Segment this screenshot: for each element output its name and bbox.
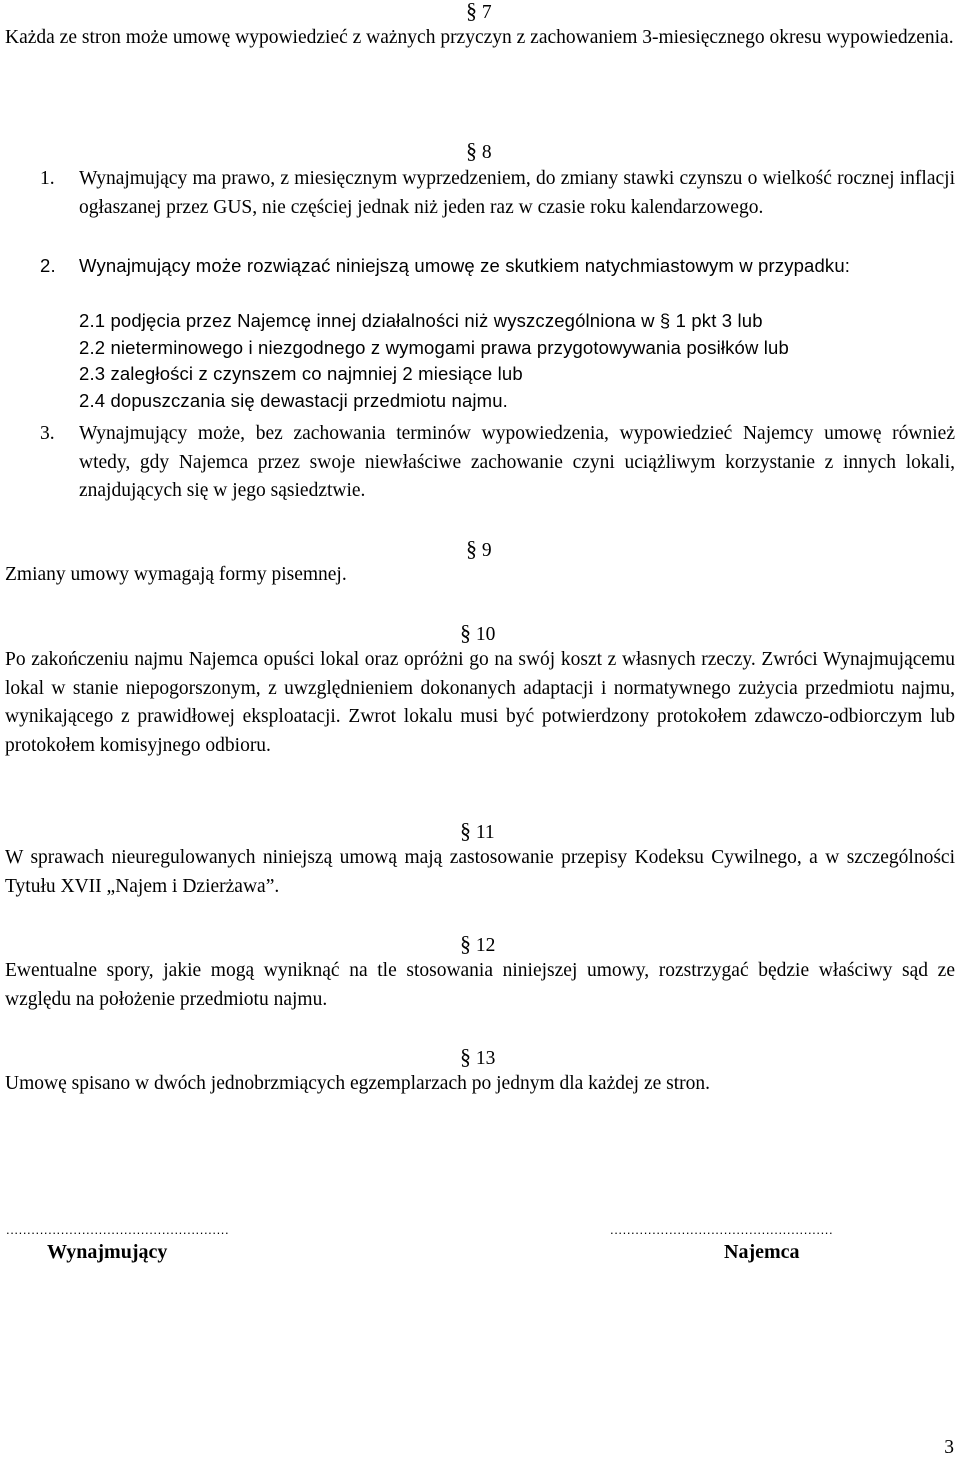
sublist-item: 2.3 zaległości z czynszem co najmniej 2 miesiące lub bbox=[79, 363, 523, 384]
sublist-item: 2.1 podjęcia przez Najemcę innej działalności niż wyszczególniona w § 1 pkt 3 lub bbox=[79, 310, 763, 331]
section-sign-icon: § bbox=[460, 620, 471, 645]
section-8-item-1-number: 1. bbox=[40, 168, 55, 189]
sublist-item: 2.2 nieterminowego i niezgodnego z wymogami prawa przygotowywania posiłków lub bbox=[79, 336, 789, 358]
section-10-heading: § 10 bbox=[460, 620, 496, 645]
signature-line-landlord: ..................................................... bbox=[6, 1222, 230, 1237]
section-7-text: Każda ze stron może umowę wypowiedzieć z ważnych przyczyn z zachowaniem 3-miesięcznego okresu wypowiedzenia. bbox=[5, 27, 954, 48]
signature-line-tenant: ..................................................... bbox=[610, 1222, 834, 1237]
section-sign-icon: § bbox=[466, 536, 477, 561]
section-8-item-2-text: Wynajmujący może rozwiązać niniejszą umowę ze skutkiem natychmiastowym w przypadku: bbox=[79, 255, 851, 276]
section-8-heading: § 8 bbox=[466, 138, 492, 163]
section-9-text: Zmiany umowy wymagają formy pisemnej. bbox=[5, 564, 347, 585]
section-8-item-2-sublist bbox=[79, 308, 955, 414]
signature-label-tenant: Najemca bbox=[724, 1241, 800, 1263]
section-12-heading: § 12 bbox=[460, 931, 496, 956]
page-number: 3 bbox=[944, 1437, 954, 1458]
section-7-heading: § 7 bbox=[466, 0, 492, 23]
section-8-item-1-text: Wynajmujący ma prawo, z miesięcznym wyprzedzeniem, do zmiany stawki czynszu o wielkość rocznej inflacji ogłaszanej przez GUS, nie częściej jednak niż jeden raz w czasie roku kalendarzowego. bbox=[79, 168, 955, 218]
section-sign-icon: § bbox=[460, 931, 471, 956]
section-sign-icon: § bbox=[460, 818, 471, 843]
section-13-text: Umowę spisano w dwóch jednobrzmiących egzemplarzach po jednym dla każdej ze stron. bbox=[5, 1073, 710, 1094]
section-13-heading: § 13 bbox=[460, 1044, 496, 1069]
section-11-text: W sprawach nieuregulowanych niniejszą umową mają zastosowanie przepisy Kodeksu Cywilnego, a w szczególności Tytułu XVII „Najem i Dzierżawa”. bbox=[5, 847, 955, 897]
signature-label-landlord: Wynajmujący bbox=[47, 1241, 168, 1263]
section-8-item-3-number: 3. bbox=[40, 423, 55, 444]
section-sign-icon: § bbox=[460, 1044, 471, 1069]
section-11-heading: § 11 bbox=[460, 818, 495, 843]
section-9-heading: § 9 bbox=[466, 536, 492, 561]
section-8-item-2-number: 2. bbox=[40, 255, 56, 276]
sublist-item: 2.4 dopuszczania się dewastacji przedmiotu najmu. bbox=[79, 389, 508, 411]
section-sign-icon: § bbox=[466, 138, 477, 163]
section-12-text: Ewentualne spory, jakie mogą wyniknąć na tle stosowania niniejszej umowy, rozstrzygać będzie właściwy sąd ze względu na położenie przedmiotu najmu. bbox=[5, 960, 955, 1010]
section-8-item-3-text: Wynajmujący może, bez zachowania terminów wypowiedzenia, wypowiedzieć Najemcy umowę również wtedy, gdy Najemca przez swoje niewłaściwe zachowanie czyni uciążliwym korzystanie z innych lokali, znajdujących się w jego sąsiedztwie. bbox=[79, 423, 955, 501]
section-sign-icon: § bbox=[466, 0, 477, 23]
section-10-text: Po zakończeniu najmu Najemca opuści lokal oraz opróżni go na swój koszt z własnych rzeczy. Zwróci Wynajmującemu lokal w stanie niepogorszonym, z uwzględnieniem dokonanych adaptacji i normatywnego zużycia przedmiotu najmu, wynikającego z prawidłowej eksploatacji. Zwrot lokalu musi być potwierdzony protokołem zdawczo-odbiorczym lub protokołem komisyjnego odbioru. bbox=[5, 649, 955, 756]
